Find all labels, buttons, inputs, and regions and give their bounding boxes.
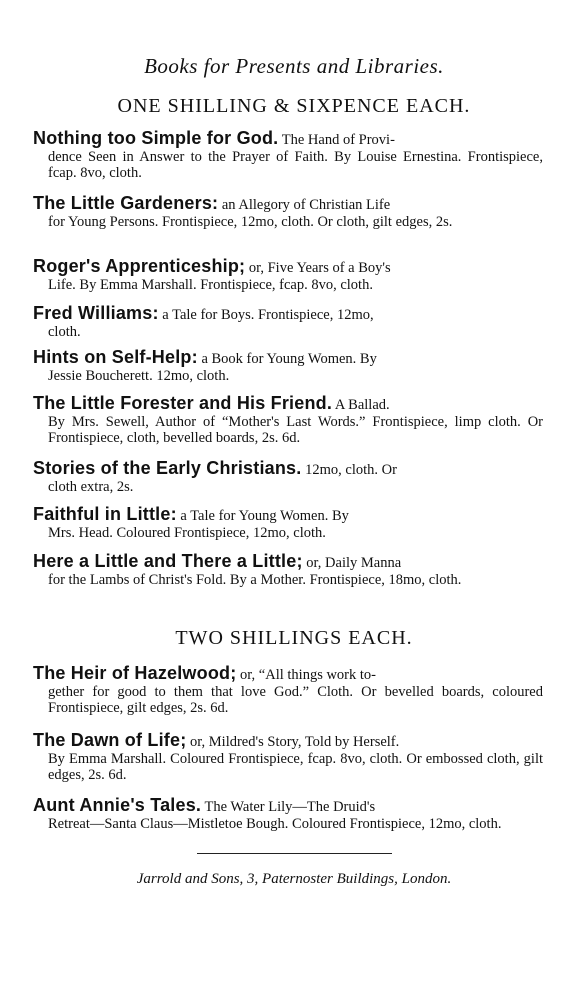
book-description: The Water Lily—The Druid's <box>201 799 376 815</box>
book-entry <box>33 305 543 340</box>
book-entry <box>33 732 543 783</box>
footer-rule <box>197 853 392 854</box>
book-description-cont: Jessie Boucherett. 12mo, cloth. <box>48 368 230 384</box>
section-heading: ONE SHILLING & SIXPENCE EACH. <box>117 95 471 117</box>
book-description-cont: cloth extra, 2s. <box>48 479 134 495</box>
book-description: or, Mildred's Story, Told by Herself. <box>186 734 400 750</box>
book-title: Stories of the Early Christians. <box>33 458 302 478</box>
book-description: an Allegory of Christian Life <box>218 197 391 213</box>
book-entry <box>33 506 543 541</box>
book-description: or, Daily Manna <box>302 555 402 571</box>
book-description-cont: By Mrs. Sewell, Author of “Mother's Last Words.” Frontispiece, limp cloth. Or Frontispiece, cloth, bevelled boards, 2s. 6d. <box>48 414 543 446</box>
book-title: Faithful in Little: <box>33 504 177 524</box>
book-description-cont: Retreat—Santa Claus—Mistletoe Bough. Coloured Frontispiece, 12mo, cloth. <box>48 816 502 832</box>
book-description: a Tale for Boys. Frontispiece, 12mo, <box>158 307 374 323</box>
book-entry <box>33 553 543 588</box>
book-description: or, Five Years of a Boy's <box>245 260 391 276</box>
book-title: Roger's Apprenticeship; <box>33 256 246 276</box>
book-description-cont: cloth. <box>48 324 81 340</box>
book-description: A Ballad. <box>332 397 390 413</box>
book-description-cont: dence Seen in Answer to the Prayer of Faith. By Louise Ernestina. Frontispiece, fcap. 8vo, cloth. <box>48 149 543 181</box>
book-description-cont: gether for good to them that love God.” Cloth. Or bevelled boards, coloured Frontispiece, gilt edges, 2s. 6d. <box>48 684 543 716</box>
book-title: The Little Gardeners: <box>33 193 219 213</box>
book-entry <box>33 349 543 384</box>
book-entry <box>33 258 543 293</box>
book-description: a Book for Young Women. By <box>197 351 377 367</box>
book-description-cont: Life. By Emma Marshall. Frontispiece, fcap. 8vo, cloth. <box>48 277 373 293</box>
book-description-cont: for Young Persons. Frontispiece, 12mo, cloth. Or cloth, gilt edges, 2s. <box>48 214 453 230</box>
book-entry <box>33 395 543 446</box>
book-entry <box>33 797 543 832</box>
page-heading: Books for Presents and Libraries. <box>144 54 444 78</box>
book-title: Here a Little and There a Little; <box>33 551 303 571</box>
book-title: The Heir of Hazelwood; <box>33 663 237 683</box>
book-entry <box>33 195 543 230</box>
book-title: The Dawn of Life; <box>33 730 187 750</box>
book-description: or, “All things work to- <box>236 667 376 683</box>
book-title: Hints on Self-Help: <box>33 347 198 367</box>
book-title: Aunt Annie's Tales. <box>33 795 202 815</box>
book-entry <box>33 460 543 495</box>
section-heading: TWO SHILLINGS EACH. <box>175 627 413 649</box>
book-description-cont: By Emma Marshall. Coloured Frontispiece, fcap. 8vo, cloth. Or embossed cloth, gilt edges, 2s. 6d. <box>48 751 543 783</box>
book-description-cont: for the Lambs of Christ's Fold. By a Mother. Frontispiece, 18mo, cloth. <box>48 572 462 588</box>
publisher-imprint: Jarrold and Sons, 3, Paternoster Buildings, London. <box>136 871 452 887</box>
book-title: The Little Forester and His Friend. <box>33 393 333 413</box>
book-title: Fred Williams: <box>33 303 159 323</box>
book-description: 12mo, cloth. Or <box>301 462 397 478</box>
book-title: Nothing too Simple for God. <box>33 128 279 148</box>
book-entry <box>33 130 543 181</box>
book-entry <box>33 665 543 716</box>
book-description: a Tale for Young Women. By <box>176 508 349 524</box>
book-description-cont: Mrs. Head. Coloured Frontispiece, 12mo, cloth. <box>48 525 326 541</box>
book-description: The Hand of Provi- <box>278 132 395 148</box>
